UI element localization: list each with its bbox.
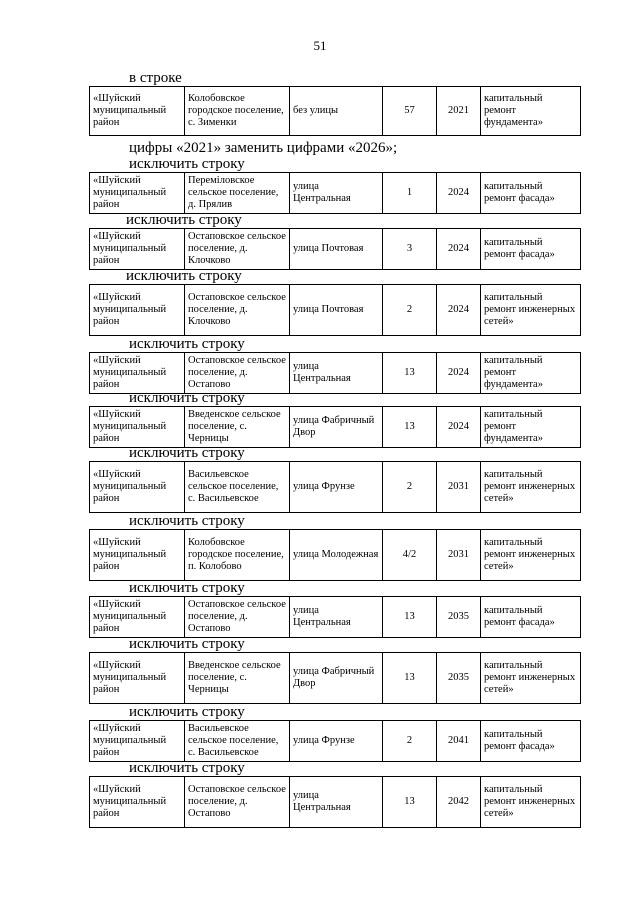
data-table-row <box>89 86 581 136</box>
settlement-cell: Колобовское городское поселение, п. Колобово <box>185 530 290 581</box>
work-type-cell: капитальный ремонт фасада» <box>481 721 581 762</box>
settlement-cell: Васильевское сельское поселение, с. Васильевское <box>185 462 290 513</box>
house-number-cell: 1 <box>383 173 437 214</box>
settlement-cell: Остаповское сельское поселение, д. Клочково <box>185 285 290 336</box>
settlement-cell: Остаповское сельское поселение, д. Остапово <box>185 597 290 638</box>
district-cell: «Шуйский муниципальный район <box>90 285 185 336</box>
street-cell: улица Центральная <box>290 173 383 214</box>
district-cell: «Шуйский муниципальный район <box>90 653 185 704</box>
amendment-block <box>89 140 580 214</box>
work-type-cell: капитальный ремонт инженерных сетей» <box>481 462 581 513</box>
instruction-heading: исключить строку <box>129 390 245 406</box>
page-number: 51 <box>313 38 327 53</box>
instruction-heading: исключить строку <box>129 336 245 352</box>
district-cell: «Шуйский муниципальный район <box>90 777 185 828</box>
house-number-cell: 3 <box>383 229 437 270</box>
house-number-cell: 2 <box>383 285 437 336</box>
instruction-heading: исключить строку <box>129 445 245 461</box>
data-table-row <box>89 284 581 336</box>
year-cell: 2024 <box>437 173 481 214</box>
district-cell: «Шуйский муниципальный район <box>90 407 185 448</box>
street-cell: без улицы <box>290 87 383 136</box>
settlement-cell: Колобовское городское поселение, с. Зименки <box>185 87 290 136</box>
work-type-cell: капитальный ремонт фасада» <box>481 597 581 638</box>
street-cell: улица Фрунзе <box>290 462 383 513</box>
data-table-row <box>89 172 581 214</box>
instruction-heading: исключить строку <box>129 704 245 720</box>
amendment-block <box>89 336 580 394</box>
instruction-heading: исключить строку <box>129 580 245 596</box>
year-cell: 2035 <box>437 653 481 704</box>
instruction-heading: исключить строку <box>129 636 245 652</box>
work-type-cell: капитальный ремонт фасада» <box>481 229 581 270</box>
house-number-cell: 2 <box>383 462 437 513</box>
house-number-cell: 13 <box>383 653 437 704</box>
street-cell: улица Фрунзе <box>290 721 383 762</box>
year-cell: 2031 <box>437 530 481 581</box>
house-number-cell: 4/2 <box>383 530 437 581</box>
year-cell: 2024 <box>437 285 481 336</box>
work-type-cell: капитальный ремонт инженерных сетей» <box>481 530 581 581</box>
amendment-block <box>89 513 580 581</box>
settlement-cell: Остаповское сельское поселение, д. Остапово <box>185 353 290 394</box>
work-type-cell: капитальный ремонт фундамента» <box>481 87 581 136</box>
settlement-cell: Остаповское сельское поселение, д. Клочково <box>185 229 290 270</box>
work-type-cell: капитальный ремонт инженерных сетей» <box>481 285 581 336</box>
year-cell: 2024 <box>437 407 481 448</box>
year-cell: 2024 <box>437 229 481 270</box>
data-table-row <box>89 352 581 394</box>
street-cell: улица Фабричный Двор <box>290 407 383 448</box>
street-cell: улица Фабричный Двор <box>290 653 383 704</box>
settlement-cell: Введенское сельское поселение, с. Черницы <box>185 407 290 448</box>
district-cell: «Шуйский муниципальный район <box>90 530 185 581</box>
house-number-cell: 13 <box>383 407 437 448</box>
year-cell: 2031 <box>437 462 481 513</box>
district-cell: «Шуйский муниципальный район <box>90 721 185 762</box>
amendment-block <box>89 636 580 704</box>
street-cell: улица Центральная <box>290 777 383 828</box>
amendment-block <box>89 390 580 448</box>
work-type-cell: капитальный ремонт инженерных сетей» <box>481 653 581 704</box>
district-cell: «Шуйский муниципальный район <box>90 353 185 394</box>
house-number-cell: 2 <box>383 721 437 762</box>
street-cell: улица Центральная <box>290 353 383 394</box>
amendment-block <box>89 580 580 638</box>
work-type-cell: капитальный ремонт фундамента» <box>481 407 581 448</box>
year-cell: 2042 <box>437 777 481 828</box>
work-type-cell: капитальный ремонт инженерных сетей» <box>481 777 581 828</box>
instruction-heading: исключить строку <box>129 156 245 172</box>
instruction-heading: исключить строку <box>129 513 245 529</box>
street-cell: улица Центральная <box>290 597 383 638</box>
settlement-cell: Васильевское сельское поселение, с. Васильевское <box>185 721 290 762</box>
house-number-cell: 13 <box>383 597 437 638</box>
amendment-block <box>89 268 580 336</box>
instruction-heading: в строке <box>129 70 182 86</box>
instruction-heading: исключить строку <box>126 268 242 284</box>
data-table-row <box>89 652 581 704</box>
street-cell: улица Почтовая <box>290 229 383 270</box>
year-cell: 2021 <box>437 87 481 136</box>
district-cell: «Шуйский муниципальный район <box>90 229 185 270</box>
data-table-row <box>89 406 581 448</box>
data-table-row <box>89 720 581 762</box>
year-cell: 2035 <box>437 597 481 638</box>
year-cell: 2041 <box>437 721 481 762</box>
settlement-cell: Переміловское сельское поселение, д. Прялив <box>185 173 290 214</box>
work-type-cell: капитальный ремонт фундамента» <box>481 353 581 394</box>
data-table-row <box>89 596 581 638</box>
street-cell: улица Молодежная <box>290 530 383 581</box>
house-number-cell: 13 <box>383 777 437 828</box>
data-table-row <box>89 529 581 581</box>
district-cell: «Шуйский муниципальный район <box>90 173 185 214</box>
district-cell: «Шуйский муниципальный район <box>90 597 185 638</box>
amendment-block <box>89 212 580 270</box>
instruction-heading: исключить строку <box>129 760 245 776</box>
house-number-cell: 57 <box>383 87 437 136</box>
settlement-cell: Введенское сельское поселение, с. Черницы <box>185 653 290 704</box>
settlement-cell: Остаповское сельское поселение, д. Остапово <box>185 777 290 828</box>
data-table-row <box>89 228 581 270</box>
amendment-block <box>89 704 580 762</box>
instruction-heading: исключить строку <box>126 212 242 228</box>
work-type-cell: капитальный ремонт фасада» <box>481 173 581 214</box>
data-table-row <box>89 461 581 513</box>
data-table-row <box>89 776 581 828</box>
amendment-block <box>89 445 580 513</box>
instruction-heading: цифры «2021» заменить цифрами «2026»; <box>129 140 398 156</box>
amendment-block <box>89 760 580 828</box>
street-cell: улица Почтовая <box>290 285 383 336</box>
amendment-block <box>89 70 580 136</box>
year-cell: 2024 <box>437 353 481 394</box>
district-cell: «Шуйский муниципальный район <box>90 87 185 136</box>
house-number-cell: 13 <box>383 353 437 394</box>
district-cell: «Шуйский муниципальный район <box>90 462 185 513</box>
